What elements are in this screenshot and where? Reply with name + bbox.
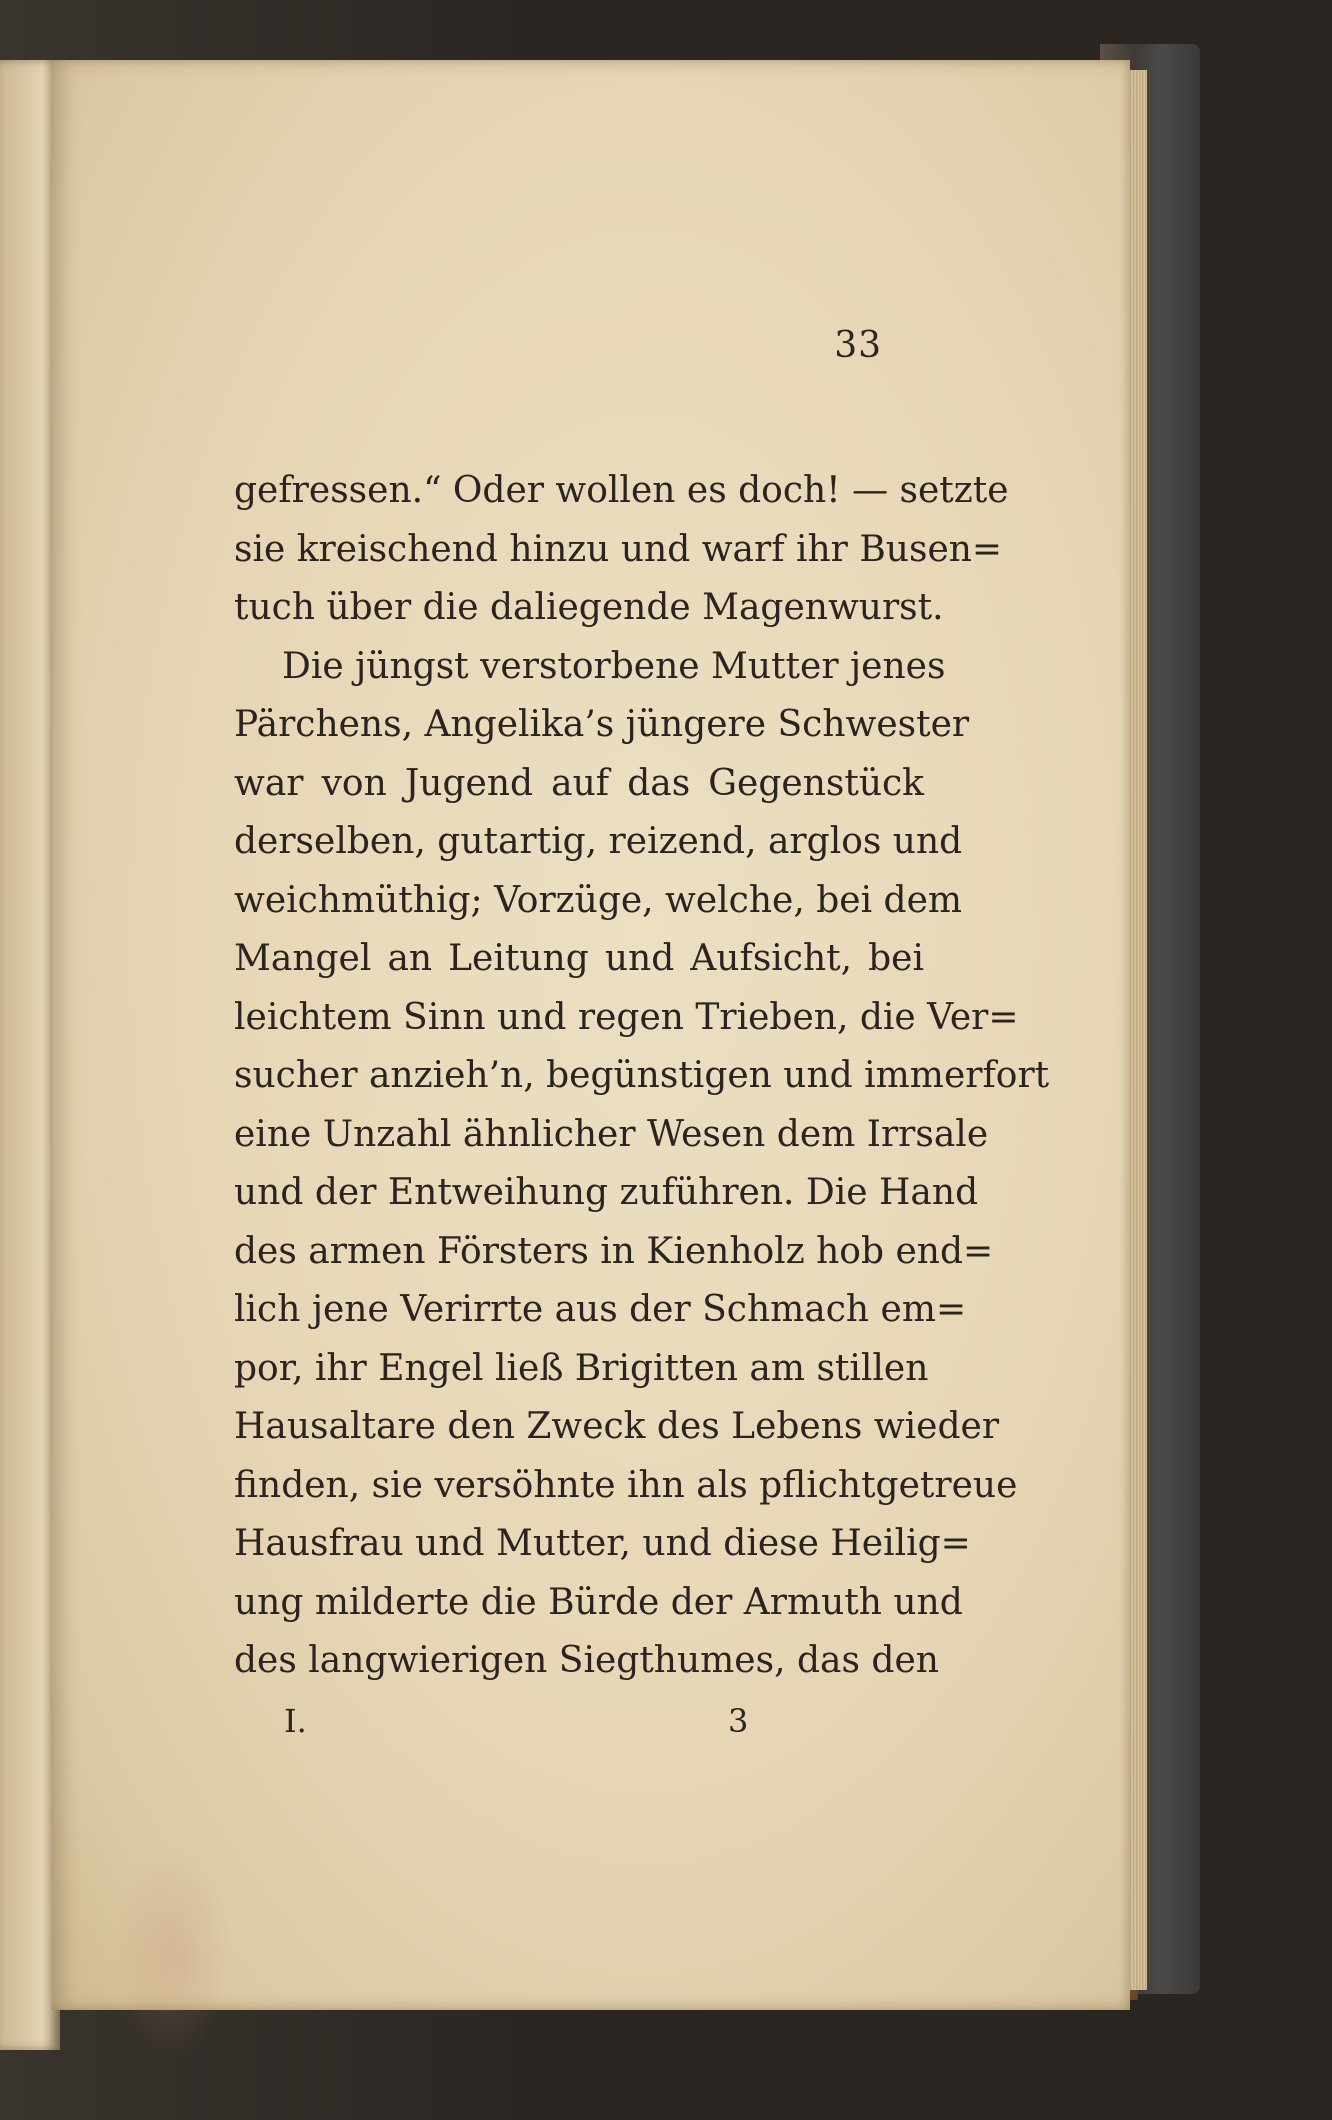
text-line: gefressen.“ Oder wollen es doch! — setzte bbox=[234, 470, 1009, 511]
text-line: Hausaltare den Zweck des Lebens wieder bbox=[234, 1406, 1000, 1447]
text-line: leichtem Sinn und regen Trieben, die Ver= bbox=[234, 996, 1019, 1038]
text-line: ung milderte die Bürde der Armuth und bbox=[234, 1581, 963, 1623]
text-line: lich jene Verirrte aus der Schmach em= bbox=[234, 1289, 967, 1330]
text-line: des langwierigen Siegthumes, das den bbox=[234, 1640, 939, 1681]
text-line: derselben, gutartig, reizend, arglos und bbox=[234, 821, 963, 862]
text-line: Hausfrau und Mutter, und diese Heilig= bbox=[234, 1523, 971, 1564]
page-body-text bbox=[234, 462, 1050, 1691]
text-line: finden, sie versöhnte ihn als pflichtgetreue bbox=[234, 1464, 1018, 1506]
paper-stain bbox=[112, 1840, 232, 2060]
text-line: und der Entweihung zuführen. Die Hand bbox=[234, 1172, 979, 1213]
text-line: por, ihr Engel ließ Brigitten am stillen bbox=[234, 1347, 929, 1389]
text-line: des armen Försters in Kienholz hob end= bbox=[234, 1230, 994, 1272]
page-number: 33 bbox=[834, 325, 882, 366]
book-page bbox=[52, 60, 1130, 2010]
text-line: sie kreischend hinzu und warf ihr Busen= bbox=[234, 528, 1003, 570]
text-line: Mangel an Leitung und Aufsicht, bei bbox=[234, 938, 924, 979]
signature-mark: I. bbox=[284, 1702, 307, 1740]
text-line: weichmüthig; Vorzüge, welche, bei dem bbox=[234, 879, 963, 921]
sheet-number: 3 bbox=[728, 1702, 749, 1740]
facing-page-edge bbox=[0, 60, 60, 2050]
text-line: eine Unzahl ähnlicher Wesen dem Irrsale bbox=[234, 1113, 989, 1155]
text-line: war von Jugend auf das Gegenstück bbox=[234, 762, 924, 804]
text-line: Pärchens, Angelika’s jüngere Schwester bbox=[234, 704, 970, 745]
text-line: Die jüngst verstorbene Mutter jenes bbox=[282, 645, 946, 687]
text-line: sucher anzieh’n, begünstigen und immerfort bbox=[234, 1055, 1050, 1096]
text-line: tuch über die daliegende Magenwurst. bbox=[234, 587, 944, 628]
